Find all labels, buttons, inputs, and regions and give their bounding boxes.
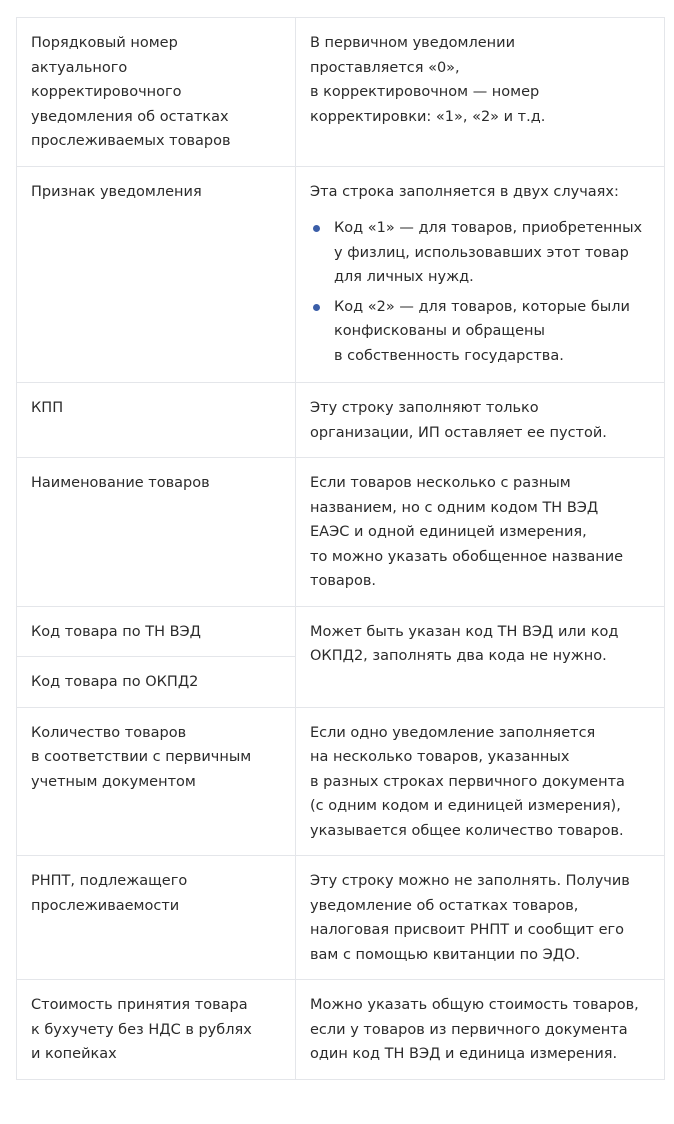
field-name: Количество товаров в соответствии с первичным учетным документом: [31, 724, 252, 790]
field-name: Код товара по ОКПД2: [31, 674, 199, 690]
field-description-cell: [296, 606, 665, 707]
field-description: Если одно уведомление заполняется на несколько товаров, указанных в разных строках первичного документа (с одним кодом и единицей измерения), указывается общее количество товаров.: [310, 724, 625, 839]
list-item: Код «1» — для товаров, приобретенных у физлиц, использовавших этот товар для личных нужд.: [310, 216, 650, 290]
field-description-cell: [296, 980, 665, 1080]
table-row: [17, 856, 665, 980]
field-description: Эту строку заполняют только организации, ИП оставляет ее пустой.: [310, 400, 607, 441]
field-description: В первичном уведомлении проставляется «0», в корректировочном — номер корректировки: «1», «2» и т.д.: [310, 35, 546, 125]
table-row: [17, 383, 665, 458]
field-description: Если товаров несколько с разным названием, но с одним кодом ТН ВЭД ЕАЭС и одной единицей измерения, то можно указать обобщенное название товаров.: [310, 475, 624, 589]
field-description: Можно указать общую стоимость товаров, если у товаров из первичного документа один код ТН ВЭД и единица измерения.: [310, 997, 639, 1062]
field-description-cell: [296, 18, 665, 167]
fields-table: [16, 17, 665, 1080]
table-row: [17, 166, 665, 383]
field-name-cell: [17, 166, 296, 383]
table-row: [17, 980, 665, 1080]
field-name-cell: [17, 458, 296, 607]
field-description-intro: Эта строка заполняется в двух случаях:: [310, 183, 619, 200]
list-item: Код «2» — для товаров, которые были конфискованы и обращены в собственность государства.: [310, 295, 650, 369]
field-description-cell: [296, 383, 665, 458]
field-name-cell: [17, 707, 296, 856]
table-row: [17, 18, 665, 167]
field-description-cell: [296, 166, 665, 383]
table-row: [17, 606, 665, 657]
field-name: Порядковый номер актуального корректировочного уведомления об остатках прослеживаемых товаров: [31, 35, 231, 149]
field-description-cell: [296, 458, 665, 607]
bullet-dot-icon: [313, 304, 320, 311]
field-name-cell: [17, 383, 296, 458]
field-name-cell: [17, 657, 296, 708]
field-description: Эту строку можно не заполнять. Получив уведомление об остатках товаров, налоговая присвоит РНПТ и сообщит его вам с помощью квитанции по ЭДО.: [310, 873, 630, 963]
field-description-cell: [296, 707, 665, 856]
field-name: Стоимость принятия товара к бухучету без НДС в рублях и копейках: [31, 997, 252, 1062]
field-name-cell: [17, 856, 296, 980]
field-description: Может быть указан код ТН ВЭД или код ОКПД2, заполнять два кода не нужно.: [310, 623, 619, 664]
field-name: Наименование товаров: [31, 475, 210, 491]
bullet-list: [310, 216, 650, 368]
field-name-cell: [17, 606, 296, 657]
field-description-cell: [296, 856, 665, 980]
field-name: РНПТ, подлежащего прослеживаемости: [31, 873, 188, 914]
field-name: КПП: [31, 400, 64, 416]
table-row: [17, 458, 665, 607]
field-name-cell: [17, 980, 296, 1080]
field-name: Признак уведомления: [31, 183, 202, 200]
table-row: [17, 707, 665, 856]
field-name-cell: [17, 18, 296, 167]
field-name: Код товара по ТН ВЭД: [31, 623, 201, 640]
bullet-dot-icon: [313, 225, 320, 232]
